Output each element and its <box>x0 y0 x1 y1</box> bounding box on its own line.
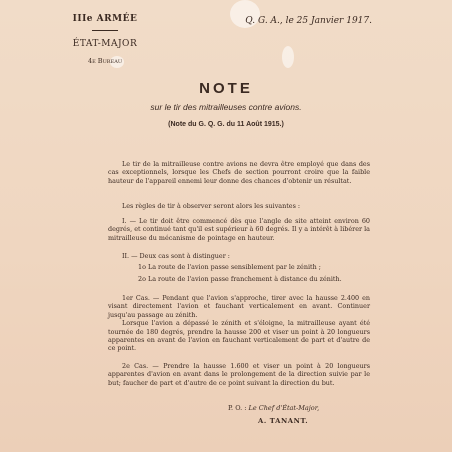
header-left <box>60 14 150 65</box>
header-date: Q. G. A., le 25 Janvier 1917. <box>245 16 372 26</box>
paragraph: 2e Cas. — Prendre la hausse 1.600 et viser un point à 20 longueurs apparentes d'avion en avant dans le prolongement de la direction suivie par le but; faucher de part et d'autre de ce point suivant la direction du but. <box>108 362 370 387</box>
signature-name: A. TANANT. <box>258 417 309 425</box>
header-bureau: 4e Bureau <box>87 57 123 65</box>
paragraph-item: 1o La route de l'avion passe sensiblement par le zénith ; <box>138 263 321 272</box>
header-armee: IIIe ARMÉE <box>72 14 138 24</box>
body-block-5 <box>108 294 370 353</box>
body-block-3 <box>108 217 370 242</box>
body-block-6 <box>108 362 370 387</box>
body-block-4 <box>108 252 370 283</box>
body-block-1 <box>108 160 370 185</box>
page-title: NOTE <box>199 80 253 97</box>
paragraph: 1er Cas. — Pendant que l'avion s'approche, tirer avec la hausse 2.400 en visant directement l'avion et fauchant verticalement en avant. Continuer jusqu'au passage au zénith. <box>108 294 370 319</box>
paragraph: Lorsque l'avion a dépassé le zénith et s'éloigne, la mitrailleuse ayant été tournée de 180 degrés, prendre la hausse 200 et viser un point à 20 longueurs apparentes en avant de l'avion en fauchant verticalement de part et d'autre de ce point. <box>108 319 370 353</box>
page-subtitle: sur le tir des mitrailleuses contre avions. <box>150 102 302 112</box>
paragraph: I. — Le tir doit être commencé dès que l'angle de site atteint environ 60 degrés, et continué tant qu'il est supérieur à 60 degrés. Il y a intérêt à libérer la mitrailleuse du mécanisme de pointage en hauteur. <box>108 217 370 242</box>
header-rule <box>92 30 118 31</box>
page-reference: (Note du G. Q. G. du 11 Août 1915.) <box>168 121 284 128</box>
signature-po: P. O. : <box>228 404 247 412</box>
paragraph: II. — Deux cas sont à distinguer : <box>122 252 230 260</box>
signature-role: Le Chef d'État-Major, <box>248 404 320 412</box>
paragraph: Les règles de tir à observer seront alors les suivantes : <box>122 202 301 210</box>
body-block-2 <box>108 202 370 210</box>
paragraph-item: 2o La route de l'avion passe franchement à distance du zénith. <box>138 274 342 283</box>
header-etat-major: ÉTAT-MAJOR <box>72 39 138 49</box>
paragraph: Le tir de la mitrailleuse contre avions ne devra être employé que dans des cas exceptionnels, lorsque les Chefs de section pourront croire que la faible hauteur de l'appareil ennemi leur donne des chances d'obtenir un résultat. <box>108 160 370 185</box>
paper-stain <box>282 46 294 68</box>
signature-line <box>228 404 319 412</box>
